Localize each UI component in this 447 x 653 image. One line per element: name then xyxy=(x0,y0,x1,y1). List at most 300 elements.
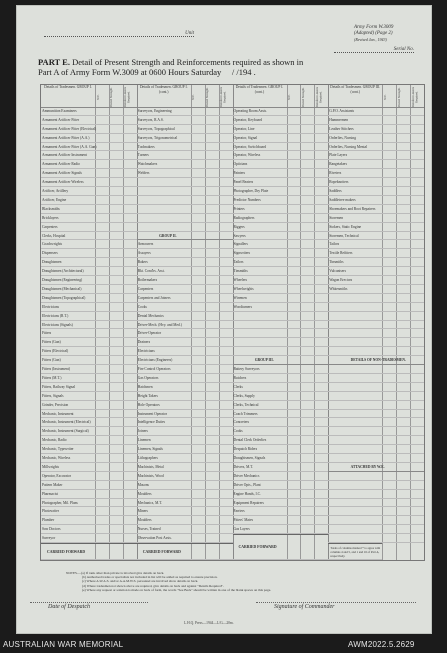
table-row xyxy=(328,196,424,205)
row-label: Draughtsmen xyxy=(42,260,62,265)
table-row xyxy=(137,152,233,161)
row-label: Electricians (Engineers) xyxy=(137,358,173,363)
table-row xyxy=(41,187,137,196)
row-label: Clerks, Hospital xyxy=(42,233,66,238)
table-row xyxy=(328,312,424,321)
table-row xyxy=(328,187,424,196)
table-row xyxy=(328,107,424,116)
table-row xyxy=(137,169,233,178)
table-row xyxy=(41,481,137,490)
table-row xyxy=(233,160,329,169)
row-label: Cooks xyxy=(137,304,147,309)
table-row xyxy=(41,356,137,365)
row-label: Riveters xyxy=(329,171,342,176)
row-label: Photographer, Dry Plate xyxy=(233,189,269,194)
row-label: Storemen xyxy=(329,215,344,220)
table-row xyxy=(328,258,424,267)
row-label: Wheelwrights xyxy=(233,286,254,291)
table-row xyxy=(233,143,329,152)
table-row xyxy=(41,338,137,347)
table-row xyxy=(233,356,329,365)
table-row xyxy=(41,249,137,258)
serial-field xyxy=(334,47,414,53)
row-label: Sawyers xyxy=(233,233,246,238)
table-row xyxy=(328,445,424,454)
row-label: Saddlers xyxy=(329,189,342,194)
table-row xyxy=(137,383,233,392)
part-label: PART E. xyxy=(38,57,70,67)
table-row xyxy=(233,116,329,125)
row-label: Pharmacist xyxy=(42,491,58,496)
row-label: Miners xyxy=(137,509,148,514)
row-label: Panel Beaters xyxy=(233,180,254,185)
row-label: Intelligence Duties xyxy=(137,420,165,425)
row-label: Boilermakers xyxy=(137,278,158,283)
carried-forward-row: Totals of columns marked * to agree with columns 4 and 5, and 1 and 16 of Part A, respectively. xyxy=(328,543,382,560)
row-label: Draughtsmen (Engineering) xyxy=(42,278,83,283)
table-row xyxy=(41,347,137,356)
table-row xyxy=(233,249,329,258)
row-label: Photowriter xyxy=(42,509,59,514)
row-label: Rangetakers xyxy=(329,162,348,167)
row-label: Clerks, Technical xyxy=(233,402,259,407)
table-row xyxy=(41,445,137,454)
table-row xyxy=(233,374,329,383)
table-row xyxy=(233,321,329,330)
row-label: Tinsmiths xyxy=(233,269,248,274)
table-row xyxy=(137,116,233,125)
table-row xyxy=(233,294,329,303)
table-row xyxy=(233,445,329,454)
row-label: Orderlies, Nursing xyxy=(329,135,356,140)
row-label: Fitters xyxy=(42,331,52,336)
table-row xyxy=(41,178,137,187)
row-label: Painters xyxy=(233,171,246,176)
row-label: Fire Control Operators xyxy=(137,367,171,372)
table-row xyxy=(233,454,329,463)
table-row xyxy=(328,499,424,508)
table-row xyxy=(41,107,137,116)
row-label: Mechanic, Instrument (Electrical) xyxy=(42,420,91,425)
row-label: Dental Clerk Orderlies xyxy=(233,438,267,443)
row-label: Observation Post Assts. xyxy=(137,536,172,541)
row-label: Artificer, Artillery xyxy=(42,189,69,194)
table-row xyxy=(137,427,233,436)
note-line: (c) Where A.W.A.S. and/or A.A.M.W.S. personnel are involved show details on back. xyxy=(82,579,199,584)
table-row xyxy=(328,463,424,472)
table-row xyxy=(233,508,329,517)
note-line: NOTES.—(a) If rank other than private is involved give details on back. xyxy=(66,571,165,575)
row-label: Bakers xyxy=(137,260,148,265)
row-label: GROUP III. xyxy=(254,358,274,363)
table-row xyxy=(41,454,137,463)
note-line: (e) Where any request or solution is made on back of form, the words "See Back" should be written in one of the blank spaces on this page. xyxy=(82,587,272,592)
row-label: DETAILS OF NON-TRADESMEN. xyxy=(350,358,406,363)
table-row xyxy=(41,232,137,241)
table-row xyxy=(137,534,233,543)
title-line1: Detail of Present Strength and Reinforcements required as shown in xyxy=(72,57,304,67)
row-label: Leather Stitchers xyxy=(329,126,354,131)
table-row xyxy=(233,419,329,428)
table-row xyxy=(233,303,329,312)
row-label: Cooks xyxy=(233,429,243,434)
table-row xyxy=(137,392,233,401)
row-label: Fitters' Mates xyxy=(233,518,254,523)
table-row xyxy=(328,303,424,312)
table-row xyxy=(233,241,329,250)
table-row xyxy=(328,152,424,161)
row-label: Concreters xyxy=(233,420,250,425)
row-label: Radiographers xyxy=(233,215,255,220)
despatch-line xyxy=(30,602,148,603)
row-label: Surveyors, R.A.S. xyxy=(137,117,164,122)
table-row xyxy=(328,374,424,383)
table-row xyxy=(137,419,233,428)
table-row xyxy=(328,410,424,419)
table-row xyxy=(233,134,329,143)
row-label: Moulders xyxy=(137,491,152,496)
row-label: Carpenters xyxy=(137,286,154,291)
row-label: Mechanic, Wireless xyxy=(42,456,71,461)
table-row xyxy=(137,232,233,241)
table-row xyxy=(137,223,233,232)
table-row xyxy=(41,525,137,534)
row-label: Farriers xyxy=(233,509,245,514)
sub-column-label: W.E. xyxy=(95,94,100,100)
table-row xyxy=(328,401,424,410)
table-row xyxy=(328,525,424,534)
row-label: Clerks, Supply xyxy=(233,393,255,398)
table-row xyxy=(137,214,233,223)
row-label: Turners xyxy=(137,153,149,158)
table-row xyxy=(137,285,233,294)
table-row xyxy=(233,436,329,445)
column-header: Details of Tradesmen. GROUP I. xyxy=(41,85,95,108)
table-row xyxy=(41,516,137,525)
row-label: Welders xyxy=(137,171,150,176)
table-row xyxy=(233,205,329,214)
note-line: (d) Where tradesmen not shown above are required, give details on back and against "Details Required". xyxy=(82,583,224,588)
row-label: Machinists, Wood xyxy=(137,473,164,478)
row-label: Saddletree makers xyxy=(329,197,356,202)
table-row xyxy=(328,223,424,232)
carried-forward-row: CARRIED FORWARD xyxy=(41,543,137,560)
row-label: Mechanic, Instrument xyxy=(42,411,74,416)
row-label: Photographer, Mil. Plans xyxy=(42,500,78,505)
table-row xyxy=(41,534,137,543)
table-row xyxy=(328,134,424,143)
table-row xyxy=(233,401,329,410)
table-row xyxy=(137,338,233,347)
table-row xyxy=(137,516,233,525)
row-label: Draughtsmen (Topographical) xyxy=(42,295,86,300)
row-label: Watchmakers xyxy=(137,162,158,167)
row-label: Fitters (Electrical) xyxy=(42,349,69,354)
title-date: / /194 . xyxy=(231,67,256,77)
table-row xyxy=(41,258,137,267)
row-label: Fitters (Gun) xyxy=(42,358,61,363)
sub-column-label: W.E. xyxy=(382,94,387,100)
table-group-1 xyxy=(41,85,138,560)
table-row xyxy=(137,490,233,499)
table-row xyxy=(233,427,329,436)
row-label: Electricians xyxy=(137,349,155,354)
table-row xyxy=(137,525,233,534)
table-row xyxy=(328,383,424,392)
unit-field xyxy=(44,31,194,37)
row-label: Armament Artificer Fitter (Electrical) xyxy=(42,126,97,131)
table-row xyxy=(41,392,137,401)
table-row xyxy=(328,143,424,152)
row-label: Electricians xyxy=(42,304,59,309)
table-row xyxy=(41,205,137,214)
table-row xyxy=(233,258,329,267)
row-label: Orderlies, Nursing Mental xyxy=(329,144,368,149)
table-row xyxy=(137,463,233,472)
commander-line xyxy=(256,602,416,603)
row-label: Surveyors, Topographical xyxy=(137,126,175,131)
row-label: Operating Room Assts. xyxy=(233,108,267,113)
table-row xyxy=(137,196,233,205)
form-identifier xyxy=(354,25,393,43)
row-label: Vulcanisers xyxy=(329,269,346,274)
table-row xyxy=(328,276,424,285)
row-label: Wheelers xyxy=(233,278,248,283)
table-row xyxy=(233,107,329,116)
row-label: Armament Artificer Fitter (A.A. Gun) xyxy=(42,144,97,149)
row-label: Driver-Operator xyxy=(137,331,162,336)
table-row xyxy=(41,499,137,508)
table-row xyxy=(137,356,233,365)
table-row xyxy=(137,472,233,481)
row-label: Draughtsmen (Mechanical) xyxy=(42,286,82,291)
note-line: (b) Authorised trades or specialists not included in list will be added as required to ensure precision. xyxy=(82,575,218,580)
row-label: Signallers xyxy=(233,242,248,247)
table-row xyxy=(41,160,137,169)
table-row xyxy=(137,294,233,303)
row-label: Battery Surveyors xyxy=(233,367,260,372)
row-label: Armament Artificer Radio xyxy=(42,162,80,167)
row-label: Fitters (M.T.) xyxy=(42,375,62,380)
table-row xyxy=(137,410,233,419)
table-row xyxy=(41,436,137,445)
row-label: Operator, Wireless xyxy=(233,153,261,158)
row-label: Mechanics, M.T. xyxy=(137,500,163,505)
table-row xyxy=(233,152,329,161)
sub-column-label: Reinforce-ments Required. xyxy=(123,87,131,107)
table-row xyxy=(328,241,424,250)
row-label: Wiremen xyxy=(233,295,247,300)
table-row xyxy=(41,508,137,517)
row-label: Gas Operators xyxy=(137,375,159,380)
table-row xyxy=(137,276,233,285)
row-label: Coachwrights xyxy=(42,242,62,247)
column-header: Details of Tradesmen. GROUP I. (cont.) xyxy=(137,85,191,108)
archive-credit: AUSTRALIAN WAR MEMORIAL xyxy=(3,640,124,649)
row-label: Whitesmiths xyxy=(329,286,348,291)
table-row xyxy=(41,410,137,419)
row-label: GROUP II. xyxy=(159,233,177,238)
row-label: Shoemakers and Boot Repairers xyxy=(329,206,376,211)
table-row xyxy=(137,187,233,196)
table-row xyxy=(137,205,233,214)
row-label: Operator, Switchboard xyxy=(233,144,267,149)
table-row xyxy=(233,267,329,276)
row-label: Toolmakers xyxy=(137,144,155,149)
table-row xyxy=(137,481,233,490)
table-row xyxy=(137,241,233,250)
sub-column-label: Posted Strength. xyxy=(109,87,114,107)
row-label: Armament Artificer Fitter (A.A.) xyxy=(42,135,90,140)
table-row xyxy=(328,205,424,214)
archive-accession: AWM2022.5.2629 xyxy=(348,640,415,649)
table-row xyxy=(41,241,137,250)
row-label: Ammunition Examiners xyxy=(42,108,77,113)
table-row xyxy=(41,374,137,383)
row-label: Masons xyxy=(137,482,149,487)
table-row xyxy=(233,196,329,205)
table-row xyxy=(328,169,424,178)
row-label: Armourers xyxy=(137,242,154,247)
table-row xyxy=(233,365,329,374)
row-label: Operator, Excavator xyxy=(42,473,71,478)
table-row xyxy=(328,365,424,374)
table-row xyxy=(41,472,137,481)
table-row xyxy=(233,410,329,419)
form-revision: (Revised Jan., 1943) xyxy=(354,37,387,42)
table-row xyxy=(41,419,137,428)
table-row xyxy=(328,267,424,276)
row-label: Storemen, Technical xyxy=(329,233,359,238)
row-label: Millwrights xyxy=(42,464,59,469)
table-row xyxy=(41,223,137,232)
signature-of-commander-label: Signature of Commander xyxy=(274,604,335,610)
table-row xyxy=(137,508,233,517)
row-label: Linemen, Signals xyxy=(137,447,163,452)
row-label: Surveyors, Trigonometrical xyxy=(137,135,178,140)
title-line2: Part A of Army Form W.3009 at 0600 Hours Saturday xyxy=(38,67,222,77)
table-row xyxy=(137,436,233,445)
row-label: Armament Artificer Signals xyxy=(42,171,82,176)
row-label: Blacksmiths xyxy=(42,206,60,211)
table-row xyxy=(137,401,233,410)
row-label: Bricklayers xyxy=(42,215,59,220)
table-row xyxy=(41,427,137,436)
row-label: Printers xyxy=(233,206,245,211)
row-label: Bkt. Cond'rs. Asst. xyxy=(137,269,165,274)
table-row xyxy=(233,125,329,134)
row-label: Stokers, Static Engine xyxy=(329,224,362,229)
table-row xyxy=(233,276,329,285)
row-label: Ropeknotters xyxy=(329,180,349,185)
row-label: Predictor Numbers xyxy=(233,197,261,202)
row-label: Tailors xyxy=(329,242,340,247)
table-row xyxy=(233,383,329,392)
table-row xyxy=(41,383,137,392)
row-label: Hole Operators xyxy=(137,402,160,407)
row-label: Artificer, Engine xyxy=(42,197,67,202)
row-label: ATTACHED BY W.E. xyxy=(350,464,385,469)
row-label: Fitters (Instrument) xyxy=(42,367,71,372)
table-row xyxy=(233,223,329,232)
carried-forward-row: CARRIED FORWARD xyxy=(233,534,329,560)
table-row xyxy=(137,330,233,339)
table-row xyxy=(41,196,137,205)
row-label: Surveyor xyxy=(42,536,56,541)
row-label: Mechanic, Typewriter xyxy=(42,447,74,452)
table-row xyxy=(328,392,424,401)
row-label: Armament Artificer Wireless xyxy=(42,180,84,185)
table-row xyxy=(137,134,233,143)
table-row xyxy=(233,178,329,187)
table-row xyxy=(328,285,424,294)
row-label: Driver Mechanics xyxy=(233,473,260,478)
row-label: Tailors xyxy=(233,260,244,265)
row-label: Grinder, Precision xyxy=(42,402,69,407)
row-label: Fitters (Gun) xyxy=(42,340,61,345)
table-row xyxy=(233,347,329,356)
column-header: Details of Tradesmen. GROUP III. (cont.) xyxy=(328,85,382,108)
table-row xyxy=(41,303,137,312)
row-label: Opticians xyxy=(233,162,248,167)
table-row xyxy=(137,160,233,169)
table-row xyxy=(137,445,233,454)
table-group-2 xyxy=(137,85,234,560)
table-row xyxy=(328,508,424,517)
table-row xyxy=(233,463,329,472)
row-label: Hatchmen xyxy=(137,384,153,389)
table-row xyxy=(328,490,424,499)
row-label: G.P.O. Assistants xyxy=(329,108,355,113)
row-label: Linemen xyxy=(137,438,151,443)
table-row xyxy=(137,321,233,330)
row-label: Riggers xyxy=(233,224,245,229)
table-row xyxy=(41,214,137,223)
table-row xyxy=(233,214,329,223)
sub-column-label: W.E. xyxy=(191,94,196,100)
table-row xyxy=(328,454,424,463)
row-label: Fitters, Railway Signal xyxy=(42,384,76,389)
row-label: Engine Hands, I.C. xyxy=(233,491,261,496)
row-label: Fitters, Signals xyxy=(42,393,64,398)
table-row xyxy=(137,107,233,116)
row-label: Saw Doctors xyxy=(42,527,61,532)
strength-table xyxy=(40,84,425,561)
row-label: Driver Opts., Plant xyxy=(233,482,261,487)
table-row xyxy=(137,374,233,383)
column-header: Details of Tradesmen. GROUP I. (cont.) xyxy=(233,85,287,108)
row-label: Electricians (R.T.) xyxy=(42,313,69,318)
table-row xyxy=(328,427,424,436)
table-row xyxy=(328,232,424,241)
table-row xyxy=(41,312,137,321)
table-row xyxy=(233,472,329,481)
row-label: Equipment Repairers xyxy=(233,500,264,505)
row-label: Lithographers xyxy=(137,456,158,461)
sub-column-label: Posted Strength. xyxy=(205,87,210,107)
table-row xyxy=(233,490,329,499)
table-row xyxy=(41,143,137,152)
form-number: Army Form W.3009 xyxy=(354,25,394,30)
row-label: Hammermen xyxy=(329,117,349,122)
table-row xyxy=(137,267,233,276)
table-row xyxy=(137,143,233,152)
row-label: Tinsmiths xyxy=(329,260,344,265)
row-label: Textile Refitters xyxy=(329,251,353,256)
table-row xyxy=(41,294,137,303)
table-row xyxy=(233,392,329,401)
row-label: Height Takers xyxy=(137,393,158,398)
